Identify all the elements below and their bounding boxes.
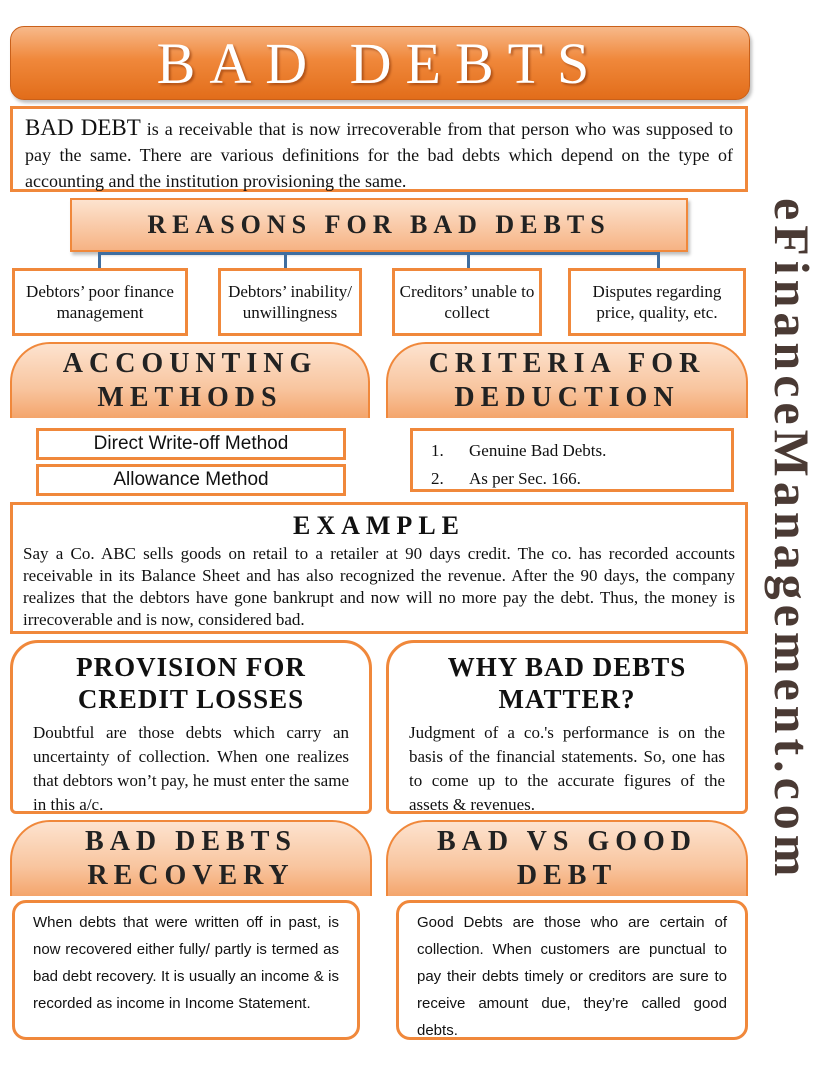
criteria-text: As per Sec. 166. [469,469,581,488]
reason-label: Disputes regarding price, quality, etc. [592,282,722,322]
why-heading-line1: WHY BAD DEBTS [447,652,687,682]
recovery-heading [85,825,297,893]
provision-heading [33,651,349,715]
reasons-heading-box [70,198,688,252]
reasons-connector-line [98,252,660,255]
why-matter-box [386,640,748,814]
why-matter-heading [409,651,725,715]
why-heading-line2: MATTER? [498,684,636,714]
criteria-text: Genuine Bad Debts. [469,441,607,460]
intro-lead: BAD DEBT [25,115,141,140]
example-box [10,502,748,634]
accounting-heading-line2: METHODS [97,382,283,413]
brand-text: eFinanceManagement.com [764,198,820,882]
recovery-text: When debts that were written off in past, is now recovered either fully/ partly is termed as bad debt recovery. It is usually an income & is recorded as income in Income Statement. [33,914,339,1012]
bad-vs-good-text-box [396,900,748,1040]
method-label: Direct Write-off Method [93,433,289,454]
brand-watermark [752,10,832,1070]
accounting-heading-line1: ACCOUNTING [62,348,318,379]
method-direct-write-off [36,428,346,460]
bad-vs-good-text: Good Debts are those who are certain of collection. When customers are punctual to pay their debts timely or creditors are sure to receive amount due, they’re called good debts. [417,914,727,1039]
reason-creditors-unable [392,268,542,336]
reason-inability [218,268,362,336]
criteria-item [431,437,731,465]
criteria-heading-line2: DEDUCTION [454,382,680,413]
criteria-list [410,428,734,492]
badgood-heading-line2: DEBT [516,860,618,891]
reason-label: Creditors’ unable to collect [399,282,535,322]
badgood-heading-line1: BAD VS GOOD [437,826,697,857]
recovery-heading-line2: RECOVERY [87,860,295,891]
example-text: Say a Co. ABC sells goods on retail to a retailer at 90 days credit. The co. has recorded accounts receivable in its Balance Sheet and has also recognized the revenue. After the 90 days, the company realizes that the debtors have gone bankrupt and now will no more pay the debt. Thus, the money is irrecoverable and is now, considered bad. [23,544,735,629]
recovery-heading-box [10,820,372,896]
recovery-heading-line1: BAD DEBTS [85,826,297,857]
provision-heading-line2: CREDIT LOSSES [77,684,305,714]
criteria-item [431,465,731,493]
page-title: BAD DEBTS [156,30,604,96]
reason-label: Debtors’ poor finance management [26,282,174,322]
bad-vs-good-heading-box [386,820,748,896]
intro-text: is a receivable that is now irrecoverable from that person who was supposed to pay the same. There are various definitions for the bad debts which depend on the type of accounting and the institution provisioning the same. [25,119,733,191]
accounting-methods-heading [63,347,317,415]
recovery-text-box [12,900,360,1040]
reason-disputes [568,268,746,336]
why-matter-text: Judgment of a co.'s performance is on the basis of the financial statements. So, one has to come up to the accurate figures of the assets & revenues. [409,723,725,814]
example-heading: EXAMPLE [293,511,465,540]
reason-label: Debtors’ inability/ unwillingness [228,282,352,322]
provision-box [10,640,372,814]
provision-heading-line1: PROVISION FOR [76,652,306,682]
criteria-heading-line1: CRITERIA FOR [428,348,706,379]
reason-poor-finance [12,268,188,336]
page-title-banner [10,26,750,100]
method-allowance [36,464,346,496]
bad-vs-good-heading [437,825,697,893]
criteria-heading [429,347,706,415]
method-label: Allowance Method [113,469,269,490]
criteria-number: 2. [431,469,444,488]
accounting-methods-heading-box [10,342,370,418]
criteria-heading-box [386,342,748,418]
provision-text: Doubtful are those debts which carry an uncertainty of collection. When one realizes that debtors won’t pay, he must enter the same in this a/c. [33,723,349,814]
intro-definition-box [10,106,748,192]
reasons-heading: REASONS FOR BAD DEBTS [147,210,611,239]
criteria-number: 1. [431,441,444,460]
